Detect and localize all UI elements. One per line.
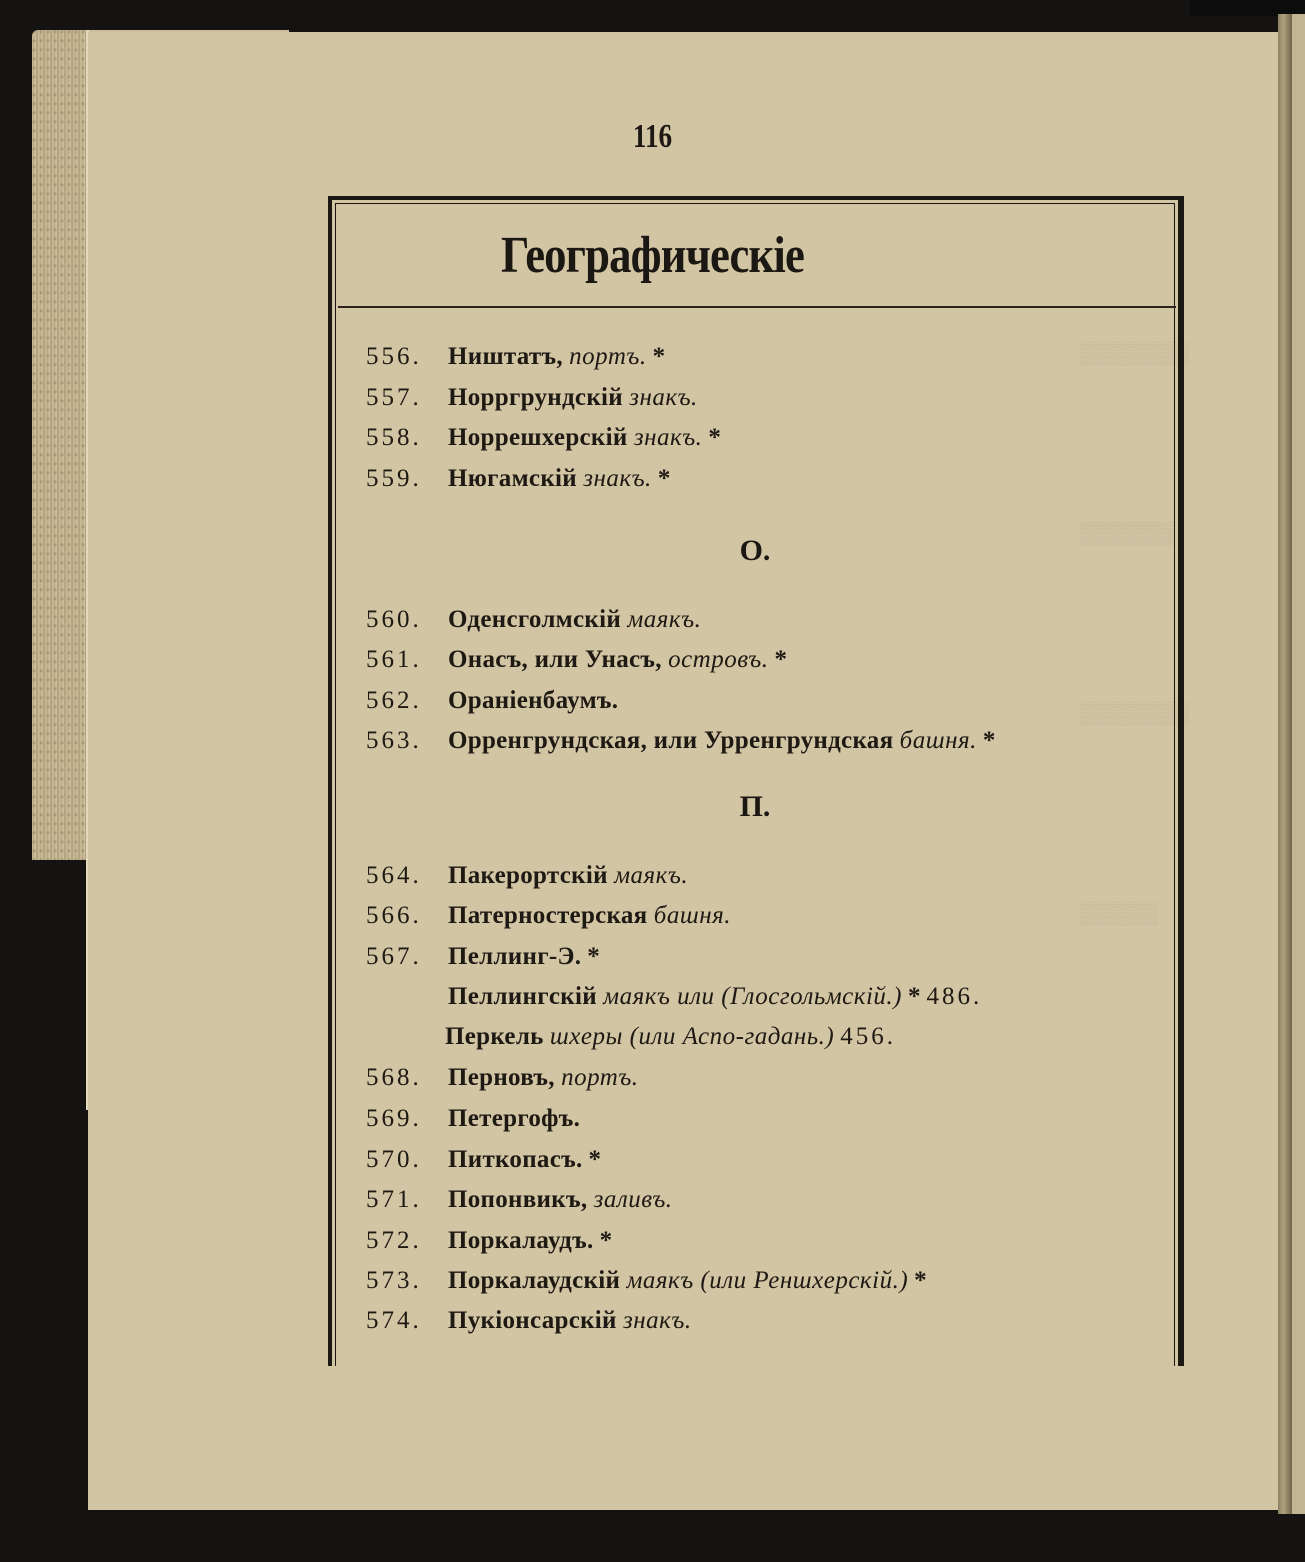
next-page-edge [1292,14,1305,1514]
list-subentry: Перкель шхеры (или Аспо-гадань.) 456. [445,1023,896,1050]
list-entry: 561. Онасъ, или Унасъ, островъ. * [366,646,787,673]
list-entry: 573. Поркалаудскій маякъ (или Реншхерскій.) * [366,1267,927,1294]
list-entry: 557. Норргрундскій знакъ. [366,384,698,411]
list-entry: 569. Петергофъ. [366,1105,581,1132]
bleed-through-text: ▒▒▒▒▒▒▒ [1080,340,1190,365]
bleed-through-text: ▒▒▒▒▒▒ [1080,520,1174,545]
section-letter-o: О. [739,534,771,567]
list-entry: 556. Ништатъ, портъ. * [366,343,666,370]
list-entry: 558. Норрешхерскій знакъ. * [366,424,721,451]
page-number: 116 [632,118,673,155]
heading-divider [338,306,1176,308]
list-entry: 572. Поркалаудъ. * [366,1227,613,1254]
list-entry: 566. Патерностерская башня. [366,902,731,929]
bleed-through-text: ▒▒▒▒▒▒▒ [1080,700,1190,725]
list-subentry: Пеллингскій маякъ или (Глосгольмскій.) * 486. [448,983,983,1010]
list-entry: 568. Перновъ, портъ. [366,1064,639,1091]
list-entry: 563. Орренгрундская, или Урренгрундская башня. * [366,727,996,754]
book-page-edges-top [32,30,92,860]
bleed-through-text: ▒▒▒▒▒ [1080,900,1158,925]
list-entry: 567. Пеллинг-Э. * [366,943,600,970]
list-entry: 559. Нюгамскій знакъ. * [366,465,671,492]
list-entry: 560. Оденсголмскій маякъ. [366,606,702,633]
list-entry: 570. Питкопасъ. * [366,1146,602,1173]
book-gutter [1278,14,1292,1514]
page-heading: Географическіе [501,227,804,284]
list-entry: 562. Ораніенбаумъ. [366,687,619,714]
list-entry: 564. Пакерортскій маякъ. [366,862,689,889]
list-entry: 574. Пукіонсарскій знакъ. [366,1307,692,1334]
list-entry: 571. Попонвикъ, заливъ. [366,1186,673,1213]
section-letter-p: П. [739,790,771,823]
